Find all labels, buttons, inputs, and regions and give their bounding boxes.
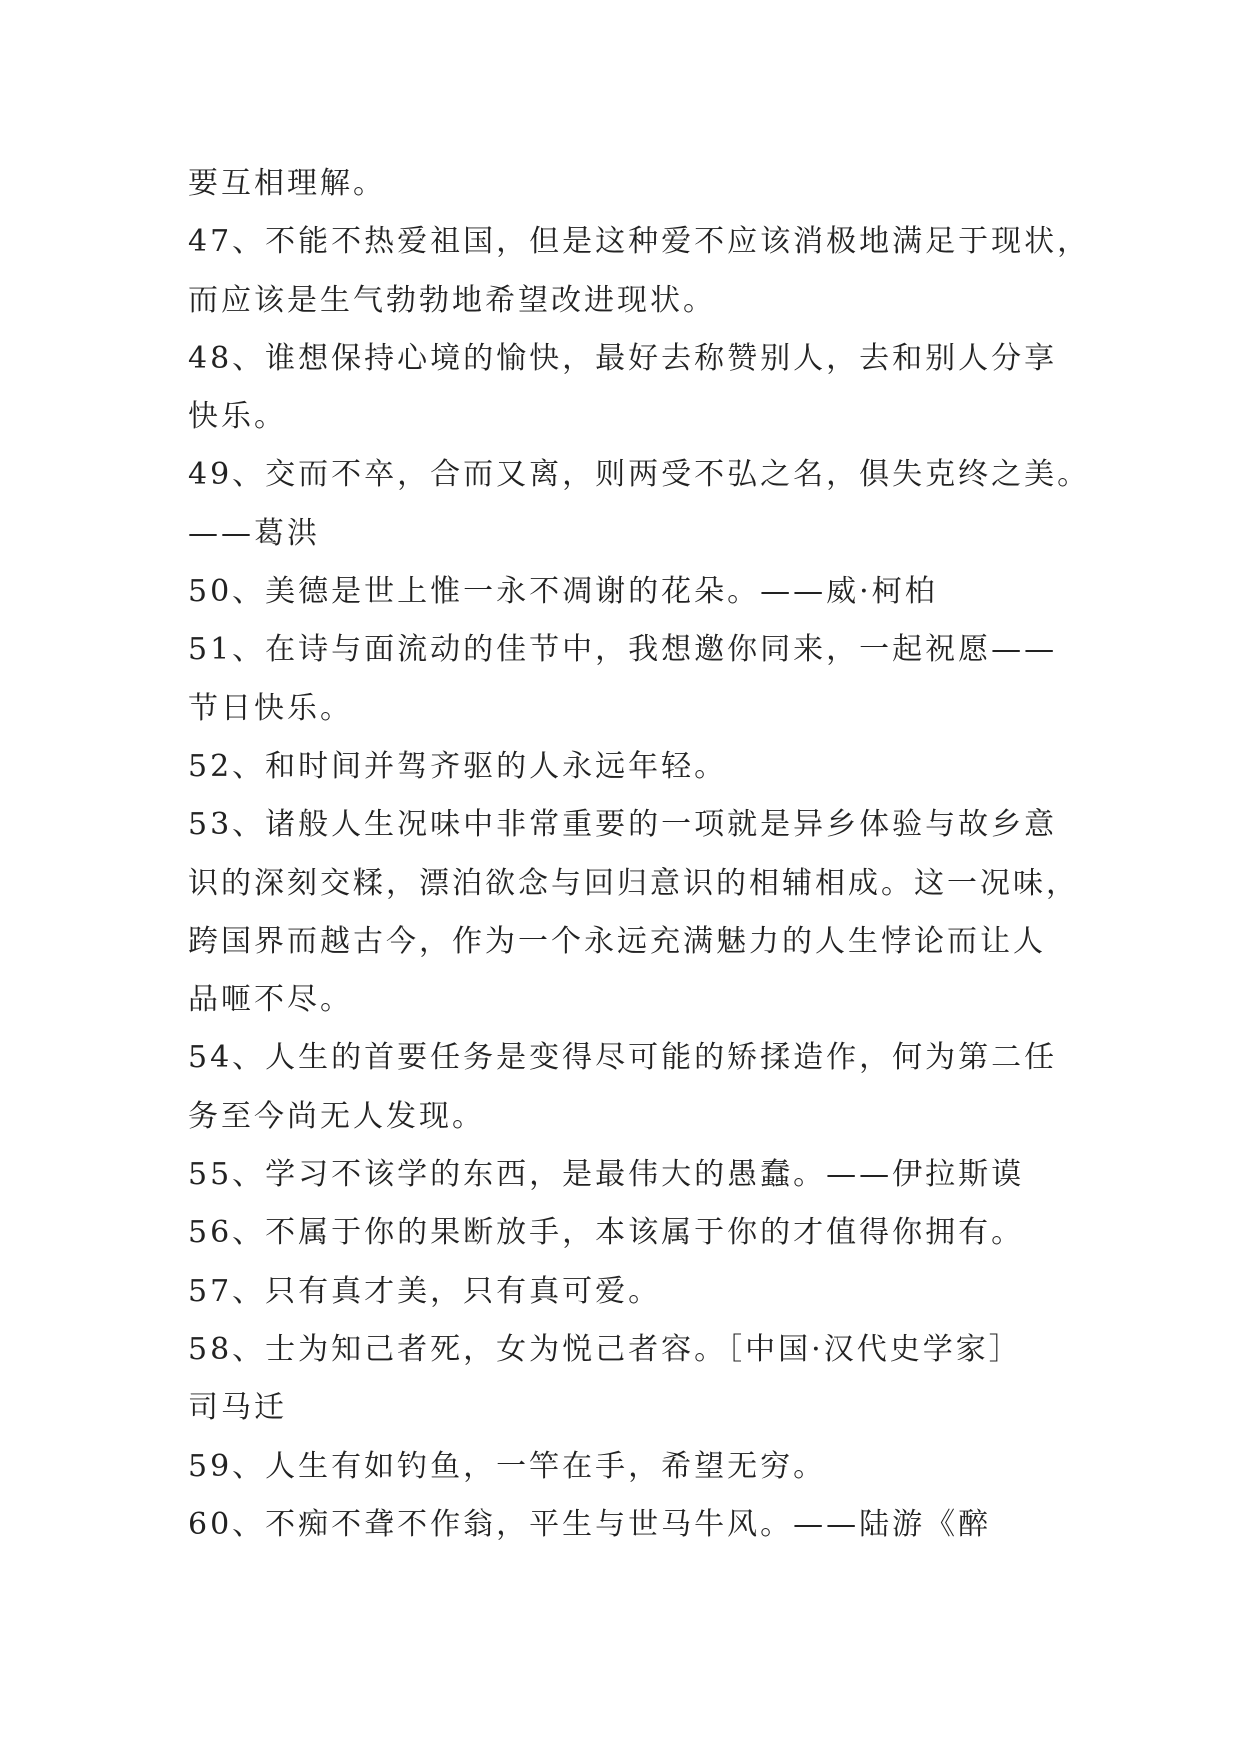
text-line: ——葛洪 — [188, 515, 320, 551]
text-line: 57、只有真才美，只有真可爱。 — [188, 1273, 662, 1309]
text-line: 48、谁想保持心境的愉快，最好去称赞别人，去和别人分享 — [188, 340, 1058, 376]
text-line: 56、不属于你的果断放手，本该属于你的才值得你拥有。 — [188, 1215, 1025, 1251]
text-line: 快乐。 — [188, 399, 287, 435]
text-line: 节日快乐。 — [188, 690, 353, 726]
text-line: 60、不痴不聋不作翁，平生与世马牛风。——陆游《醉 — [188, 1506, 992, 1542]
text-line: 50、美德是世上惟一永不凋谢的花朵。——威·柯柏 — [188, 574, 938, 610]
text-line: 52、和时间并驾齐驱的人永远年轻。 — [188, 748, 728, 784]
text-line: 而应该是生气勃勃地希望改进现状。 — [188, 282, 716, 318]
text-line: 53、诸般人生况味中非常重要的一项就是异乡体验与故乡意 — [188, 807, 1058, 843]
text-line: 务至今尚无人发现。 — [188, 1098, 485, 1134]
text-line: 51、在诗与面流动的佳节中，我想邀你同来，一起祝愿—— — [188, 632, 1058, 668]
text-line: 品咂不尽。 — [188, 982, 353, 1018]
text-line: 59、人生有如钓鱼，一竿在手，希望无穷。 — [188, 1448, 827, 1484]
text-line: 58、士为知己者死，女为悦己者容。［中国·汉代史学家］ — [188, 1331, 1022, 1367]
text-line: 47、不能不热爱祖国，但是这种爱不应该消极地满足于现状， — [188, 224, 1091, 260]
text-line: 49、交而不卒，合而又离，则两受不弘之名，俱失克终之美。 — [188, 457, 1091, 493]
text-line: 司马迁 — [188, 1390, 287, 1426]
body-text — [188, 155, 1091, 1554]
text-line: 识的深刻交糅，漂泊欲念与回归意识的相辅相成。这一况味， — [188, 865, 1079, 901]
text-line: 54、人生的首要任务是变得尽可能的矫揉造作，何为第二任 — [188, 1040, 1058, 1076]
text-line: 要互相理解。 — [188, 166, 386, 201]
text-line: 55、学习不该学的东西，是最伟大的愚蠢。——伊拉斯谟 — [188, 1157, 1025, 1193]
text-line: 跨国界而越古今，作为一个永远充满魅力的人生悖论而让人 — [188, 923, 1046, 959]
